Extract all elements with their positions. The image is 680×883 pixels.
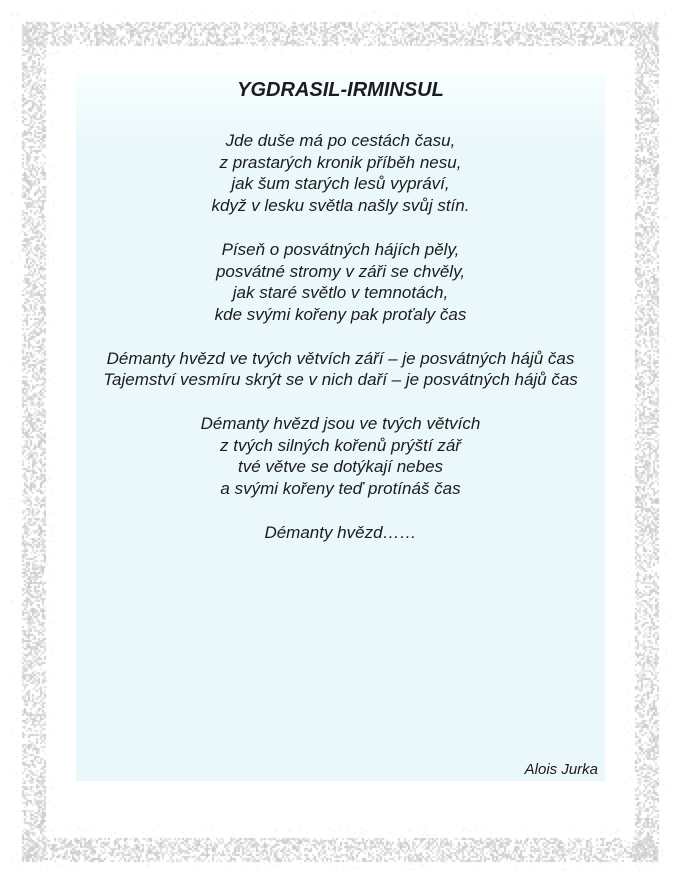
poem-line: Píseň o posvátných hájích pěly, <box>221 239 460 259</box>
poem-line: posvátné stromy v záři se chvěly, <box>215 261 466 281</box>
poem-line: tvé větve se dotýkají nebes <box>237 457 444 477</box>
poem-line: když v lesku světla našly svůj stín. <box>211 196 470 216</box>
poem-line: Démanty hvězd ve tvých větvích září – je posvátných hájů čas <box>106 348 575 368</box>
poem-line: Tajemství vesmíru skrýt se v nich daří – je posvátných hájů čas <box>103 370 578 390</box>
poem-line: a svými kořeny teď protínáš čas <box>220 479 461 499</box>
refrain <box>76 348 605 391</box>
poem-line: Démanty hvězd jsou ve tvých větvích <box>200 414 481 434</box>
poem-line: Jde duše má po cestách času, <box>225 131 456 150</box>
stanza-4 <box>76 413 605 500</box>
poem-panel <box>76 75 605 781</box>
poem-title: YGDRASIL-IRMINSUL <box>237 79 444 101</box>
poem-line: kde svými kořeny pak proťaly čas <box>214 304 467 324</box>
poem-coda: Démanty hvězd…… <box>264 522 417 542</box>
stanza-1 <box>76 130 605 217</box>
poem-line: z tvých silných kořenů prýští zář <box>220 435 461 455</box>
stanza-2 <box>76 239 605 326</box>
poem-line: z prastarých kronik příběh nesu, <box>219 152 462 172</box>
poem-line: jak staré světlo v temnotách, <box>232 283 449 303</box>
poem-line: jak šum starých lesů vypráví, <box>231 174 450 194</box>
author-signature: Alois Jurka <box>524 761 598 778</box>
